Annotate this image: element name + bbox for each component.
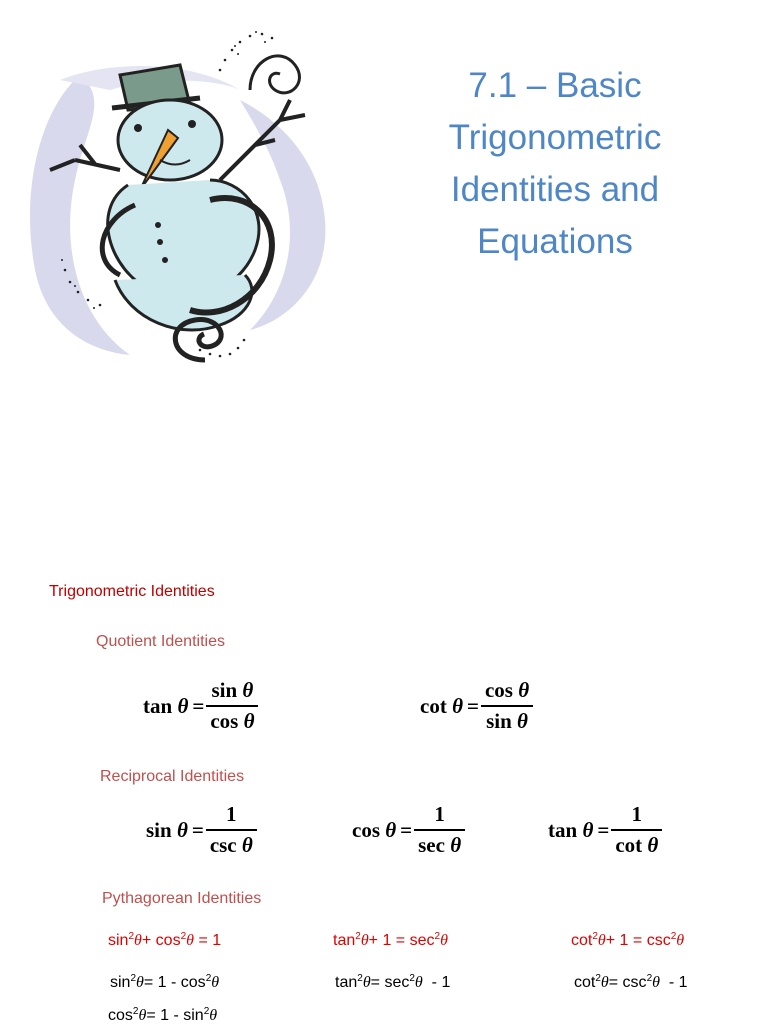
identities-slide	[0, 540, 768, 1024]
numerator: 1	[226, 802, 237, 826]
fraction	[414, 802, 465, 858]
equals-sign: =	[597, 817, 610, 842]
formula-lhs: cos θ	[352, 817, 397, 842]
pythagorean-variant: $\sin^2\theta= 1 - \cos^2\theta$	[110, 973, 220, 991]
fraction	[481, 678, 533, 734]
quotient-tan-formula	[143, 678, 258, 734]
denominator: sin θ	[486, 709, 528, 733]
denominator: cot θ	[615, 833, 659, 857]
pythagorean-variant: $\cos^2\theta= 1 - \sin^2\theta$	[108, 1006, 218, 1024]
formula-lhs: tan θ	[143, 693, 189, 718]
reciprocal-identities-heading: Reciprocal Identities	[100, 768, 245, 785]
title-line-3: Identities and	[450, 170, 660, 209]
reciprocal-tan-formula	[548, 802, 662, 858]
pythagorean-variant: $\tan^2\theta= \sec^2\theta - 1$	[335, 973, 451, 991]
numerator: sin θ	[211, 678, 254, 702]
denominator: sec θ	[418, 833, 462, 857]
quotient-identities-heading: Quotient Identities	[96, 633, 225, 650]
numerator: 1	[631, 802, 643, 826]
fraction	[206, 802, 257, 858]
formula-lhs: sin θ	[146, 817, 188, 842]
equals-sign: =	[191, 817, 204, 842]
pythagorean-identity: $\tan^2\theta+ 1 = \sec^2\theta$	[333, 931, 448, 949]
pythagorean-variant: $\cot^2\theta= \csc^2\theta - 1$	[574, 973, 688, 991]
pythagorean-identity: $\sin^2\theta+ \cos^2\theta = 1$	[108, 931, 222, 949]
numerator: 1	[434, 802, 445, 826]
title-line-1: 7.1 – Basic	[468, 66, 642, 105]
equals-sign: =	[192, 693, 205, 718]
formula-lhs: cot θ	[420, 693, 463, 718]
title-line-2: Trigonometric	[448, 118, 662, 157]
numerator: cos θ	[484, 678, 530, 702]
denominator: cos θ	[210, 709, 255, 733]
reciprocal-sin-formula	[146, 802, 257, 858]
denominator: csc θ	[209, 833, 253, 857]
pythagorean-identities-heading: Pythagorean Identities	[102, 890, 262, 907]
formula-lhs: tan θ	[548, 817, 594, 842]
reciprocal-cos-formula	[352, 802, 465, 858]
slide-title	[400, 60, 710, 268]
fraction	[206, 678, 258, 734]
pythagorean-identity: $\cot^2\theta+ 1 = \csc^2\theta$	[571, 931, 685, 949]
trig-identities-heading: Trigonometric Identities	[49, 583, 215, 600]
equals-sign: =	[400, 817, 413, 842]
equals-sign: =	[466, 693, 479, 718]
fraction	[611, 802, 662, 858]
title-line-4: Equations	[477, 222, 633, 261]
snowman-clipart	[20, 20, 340, 365]
quotient-cot-formula	[420, 678, 533, 734]
